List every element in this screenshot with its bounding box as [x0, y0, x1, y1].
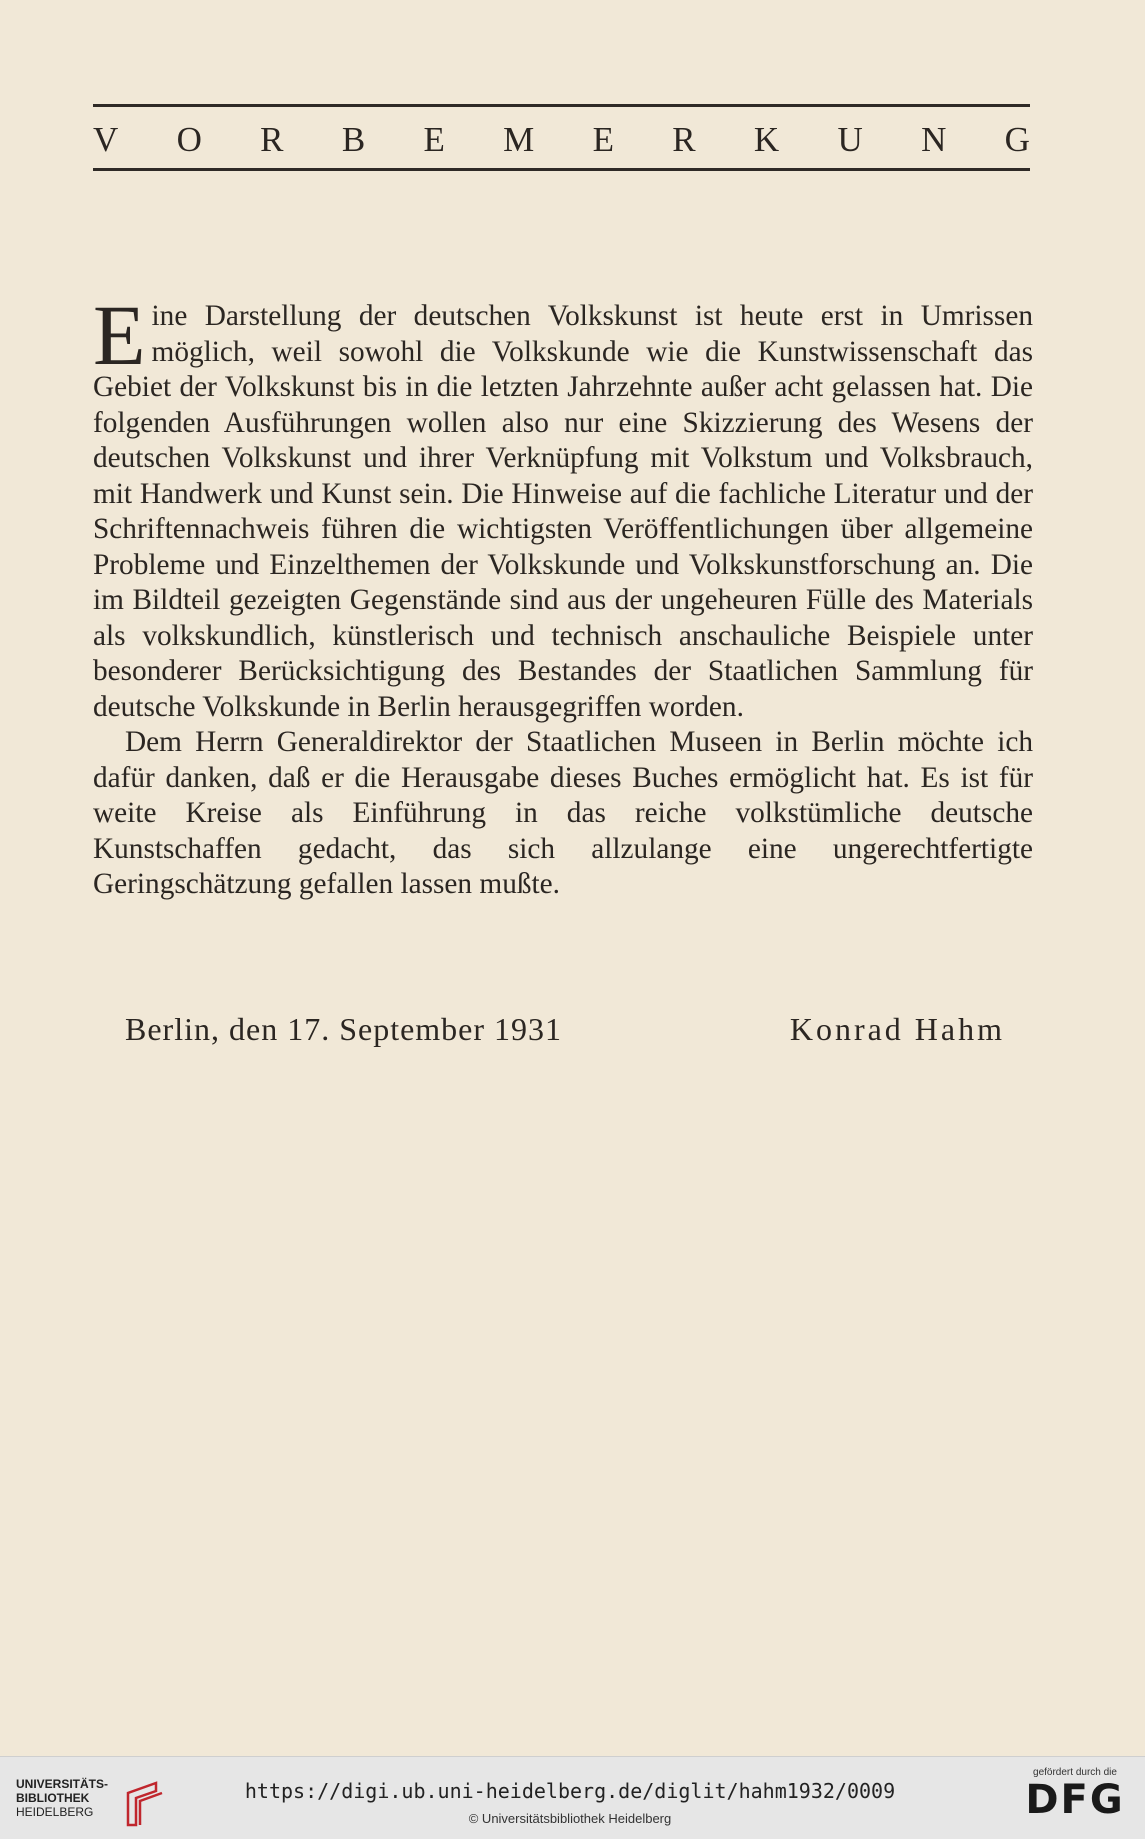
dfg-logo[interactable]	[1010, 1767, 1140, 1835]
paragraph-1-text: ine Darstellung der deutschen Volkskunst ist heute erst in Umrissen möglich, weil sowohl die Volkskunde wie die Kunstwissenschaft das Gebiet der Volkskunst bis in die letzten Jahrzehnte außer acht gelassen hat. Die folgenden Ausführungen wollen also nur eine Skizzierung des Wesens der deutschen Volkskunst und ihrer Verknüpfung mit Volkstum und Volksbrauch, mit Handwerk und Kunst sein. Die Hinweise auf die fachliche Literatur und der Schriftennachweis führen die wichtigsten Veröffentlichungen über allgemeine Probleme und Einzelthemen der Volkskunde und Volkskunstforschung an. Die im Bildteil gezeigten Gegenstände sind aus der ungeheuren Fülle des Materials als volkskundlich, künstlerisch und technisch anschauliche Beispiele unter besonderer Berücksichtigung des Bestandes der Staatlichen Sammlung für deutsche Volkskunde in Berlin herausgegriffen worden.	[93, 300, 1033, 723]
heading-letter: M	[503, 120, 535, 159]
heading-letter: N	[921, 120, 947, 159]
heading-letter: G	[1004, 120, 1030, 159]
signature-date: Berlin, den 17. September 1931	[125, 1011, 563, 1047]
library-name-line3: HEIDELBERG	[16, 1805, 94, 1819]
heading-letter: R	[260, 120, 284, 159]
heading-letter: E	[592, 120, 614, 159]
heading-letter: R	[672, 120, 696, 159]
heading-letter: E	[423, 120, 445, 159]
heading-letter: K	[753, 120, 780, 159]
paragraph-1	[93, 287, 1033, 725]
heading-letter: B	[341, 120, 366, 159]
library-name-line2: BIBLIOTHEK	[16, 1791, 90, 1805]
page-url-link[interactable]: https://digi.ub.uni-heidelberg.de/diglit/hahm1932/0009	[244, 1779, 896, 1803]
library-name-line1: UNIVERSITÄTS-	[16, 1777, 109, 1791]
footer-bar	[0, 1756, 1145, 1839]
heading-letter: V	[93, 120, 119, 159]
preface-text	[93, 287, 1033, 903]
copyright-notice: © Universitätsbibliothek Heidelberg	[468, 1811, 672, 1826]
dfg-funding-note: gefördert durch die	[1033, 1767, 1117, 1778]
heading-letter: U	[837, 120, 863, 159]
paragraph-2: Dem Herrn Generaldirektor der Staatlichen Museen in Berlin möchte ich dafür danken, daß er die Herausgabe dieses Buches ermöglicht hat. Es ist für weite Kreise als Einführung in das reiche volkstümliche deutsche Kunstschaffen gedacht, das sich allzulange eine ungerechtfertigte Geringschätzung gefallen lassen mußte.	[93, 726, 1033, 900]
drop-cap: E	[93, 287, 146, 383]
signature-author: Konrad Hahm	[789, 1011, 1005, 1047]
dfg-mark: DFG	[1025, 1777, 1125, 1823]
heading-rule-bottom	[93, 168, 1030, 171]
library-logo[interactable]	[16, 1777, 166, 1827]
heading-letter: O	[176, 120, 202, 159]
library-logo-mark-icon	[114, 1781, 174, 1827]
page-heading	[93, 118, 1030, 162]
signature-line	[125, 1009, 1005, 1049]
heading-rule-top	[93, 104, 1030, 107]
